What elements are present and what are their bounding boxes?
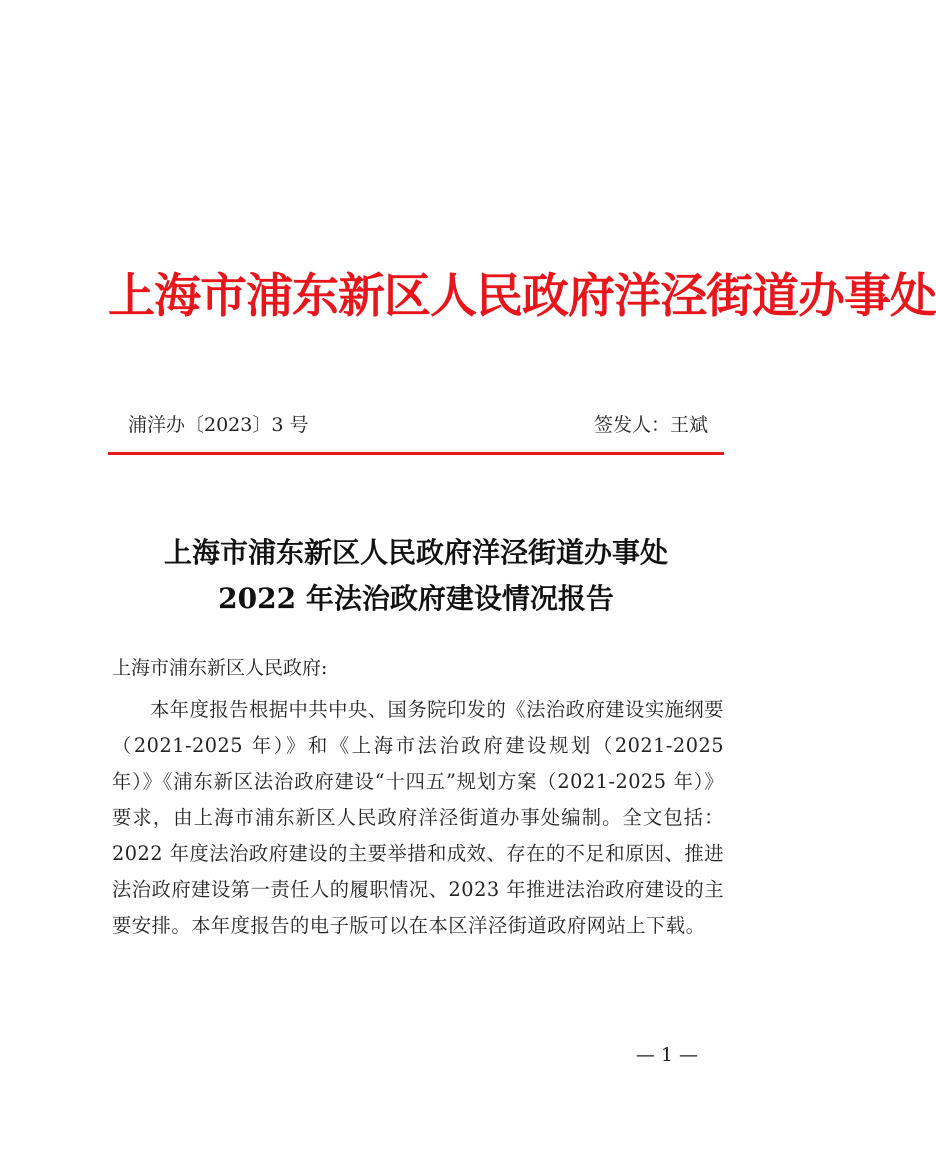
red-divider-line xyxy=(108,452,724,455)
document-title xyxy=(108,530,724,622)
document-title-line-2: 2022 年法治政府建设情况报告 xyxy=(218,582,614,615)
signer-label: 签发人：王斌 xyxy=(593,414,708,436)
issuing-org-header: 上海市浦东新区人民政府洋泾街道办事处 xyxy=(108,269,936,324)
page-number: — 1 — xyxy=(635,1044,698,1066)
salutation: 上海市浦东新区人民政府: xyxy=(112,657,328,679)
document-number: 浦洋办〔2023〕3 号 xyxy=(128,414,309,436)
body-paragraph: 本年度报告根据中共中央、国务院印发的《法治政府建设实施纲要（2021-2025 年）》和《上海市法治政府建设规划（2021-2025 年）》《浦东新区法治政府建设“十四五”规划方案（2021-2025 年）》要求，由上海市浦东新区人民政府洋泾街道办事处编制。全文包括：2022 年度法治政府建设的主要举措和成效、存在的不足和原因、推进法治政府建设第一责任人的履职情况、2023 年推进法治政府建设的主要安排。本年度报告的电子版可以在本区洋泾街道政府网站上下载。 xyxy=(112,698,724,937)
document-title-line-1: 上海市浦东新区人民政府洋泾街道办事处 xyxy=(163,536,668,569)
